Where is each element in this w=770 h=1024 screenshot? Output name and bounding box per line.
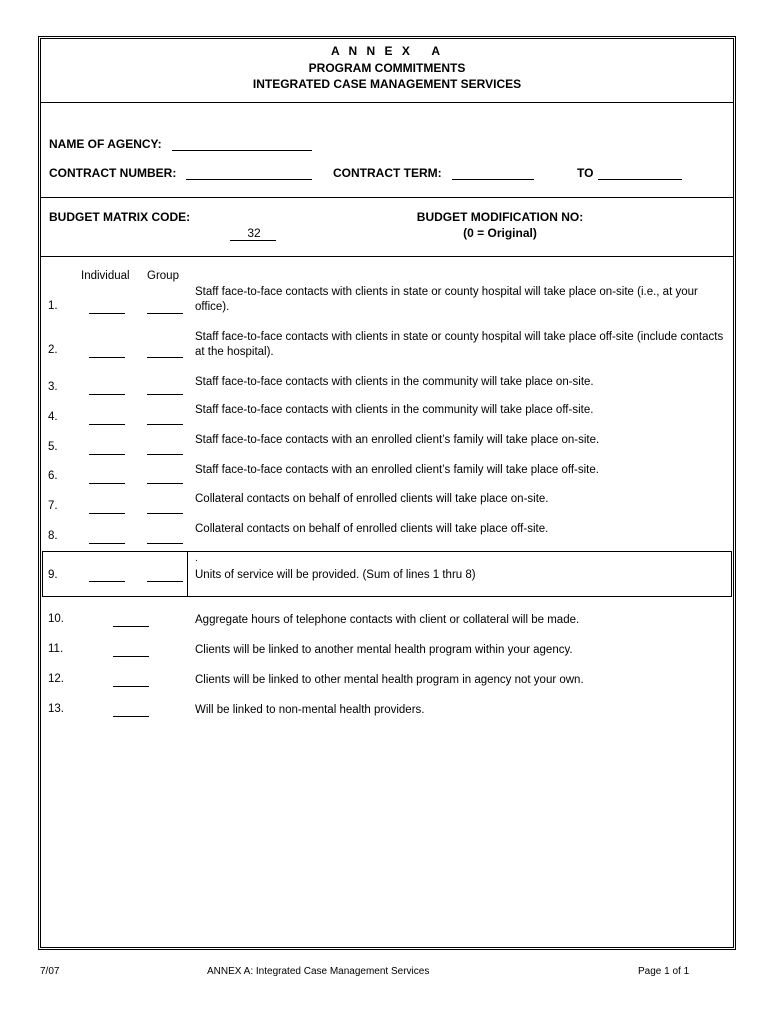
group-field[interactable] [147, 357, 183, 358]
line-9-description: Units of service will be provided. (Sum of lines 1 thru 8) [195, 569, 476, 581]
budget-matrix-label: BUDGET MATRIX CODE: [49, 210, 191, 224]
contract-number-label: CONTRACT NUMBER: [49, 166, 177, 180]
line-number: 7. [48, 500, 58, 512]
agency-name-field[interactable] [172, 150, 312, 151]
individual-field[interactable] [89, 357, 125, 358]
program-commitments-title: PROGRAM COMMITMENTS [308, 61, 466, 75]
line-number: 6. [48, 470, 58, 482]
line-number: 1. [48, 300, 58, 312]
group-field[interactable] [147, 394, 183, 395]
line-value-field[interactable] [113, 626, 149, 627]
budget-modification-label: BUDGET MODIFICATION NO: [416, 210, 584, 224]
line-description: Staff face-to-face contacts with clients in state or county hospital will take place off-site (include contacts at the hospital). [195, 331, 724, 358]
individual-field[interactable] [89, 424, 125, 425]
line-description: Collateral contacts on behalf of enrolled clients will take place off-site. [195, 523, 549, 535]
line-description: Will be linked to non-mental health providers. [195, 704, 425, 716]
line-9-divider [187, 551, 188, 597]
individual-field[interactable] [89, 513, 125, 514]
header-divider [40, 102, 734, 103]
line-number: 4. [48, 411, 58, 423]
line-description: Staff face-to-face contacts with clients in the community will take place on-site. [195, 376, 594, 388]
budget-modification-note: (0 = Original) [463, 226, 537, 240]
group-field[interactable] [147, 454, 183, 455]
budget-matrix-value: 32 [247, 226, 261, 240]
budget-divider [40, 256, 734, 257]
line-description: Clients will be linked to other mental health program in agency not your own. [195, 674, 584, 686]
line-number: 12. [48, 673, 64, 685]
line-number: 13. [48, 703, 64, 715]
footer-date: 7/07 [40, 966, 60, 977]
line-number: 10. [48, 613, 64, 625]
line-description: Staff face-to-face contacts with clients in the community will take place off-site. [195, 404, 594, 416]
contract-term-field[interactable] [452, 179, 534, 180]
line-description: Staff face-to-face contacts with clients in state or county hospital will take place on-site (i.e., at your office). [195, 286, 698, 313]
individual-field[interactable] [89, 313, 125, 314]
individual-column-header: Individual [81, 270, 130, 282]
agency-divider [40, 197, 734, 198]
group-field[interactable] [147, 543, 183, 544]
individual-field[interactable] [89, 483, 125, 484]
individual-total-field[interactable] [89, 581, 125, 582]
line-description: Collateral contacts on behalf of enrolled clients will take place on-site. [195, 493, 549, 505]
line-description: Aggregate hours of telephone contacts with client or collateral will be made. [195, 614, 580, 626]
contract-to-label: TO [577, 166, 594, 180]
line-number: 5. [48, 441, 58, 453]
line-number: 8. [48, 530, 58, 542]
line-value-field[interactable] [113, 716, 149, 717]
individual-field[interactable] [89, 543, 125, 544]
line-description: Staff face-to-face contacts with an enrolled client’s family will take place off-site. [195, 464, 599, 476]
line-number: 3. [48, 381, 58, 393]
group-column-header: Group [147, 270, 179, 282]
line-description: Staff face-to-face contacts with an enrolled client’s family will take place on-site. [195, 434, 600, 446]
group-field[interactable] [147, 313, 183, 314]
budget-matrix-field[interactable] [230, 240, 276, 241]
line-value-field[interactable] [113, 686, 149, 687]
contract-term-end-field[interactable] [598, 179, 682, 180]
line-number: 9. [48, 569, 58, 581]
contract-term-label: CONTRACT TERM: [333, 166, 442, 180]
footer-title: ANNEX A: Integrated Case Management Services [207, 966, 430, 977]
service-title: INTEGRATED CASE MANAGEMENT SERVICES [252, 77, 522, 91]
group-total-field[interactable] [147, 581, 183, 582]
group-field[interactable] [147, 513, 183, 514]
agency-name-label: NAME OF AGENCY: [49, 137, 162, 151]
footer-page-number: Page 1 of 1 [638, 966, 690, 977]
line-number: 11. [48, 643, 64, 655]
individual-field[interactable] [89, 394, 125, 395]
line-9-dot: . [195, 553, 198, 564]
group-field[interactable] [147, 424, 183, 425]
individual-field[interactable] [89, 454, 125, 455]
group-field[interactable] [147, 483, 183, 484]
line-value-field[interactable] [113, 656, 149, 657]
contract-number-field[interactable] [186, 179, 312, 180]
line-number: 2. [48, 344, 58, 356]
line-description: Clients will be linked to another mental health program within your agency. [195, 644, 573, 656]
annex-title: A N N E X A [330, 44, 444, 58]
